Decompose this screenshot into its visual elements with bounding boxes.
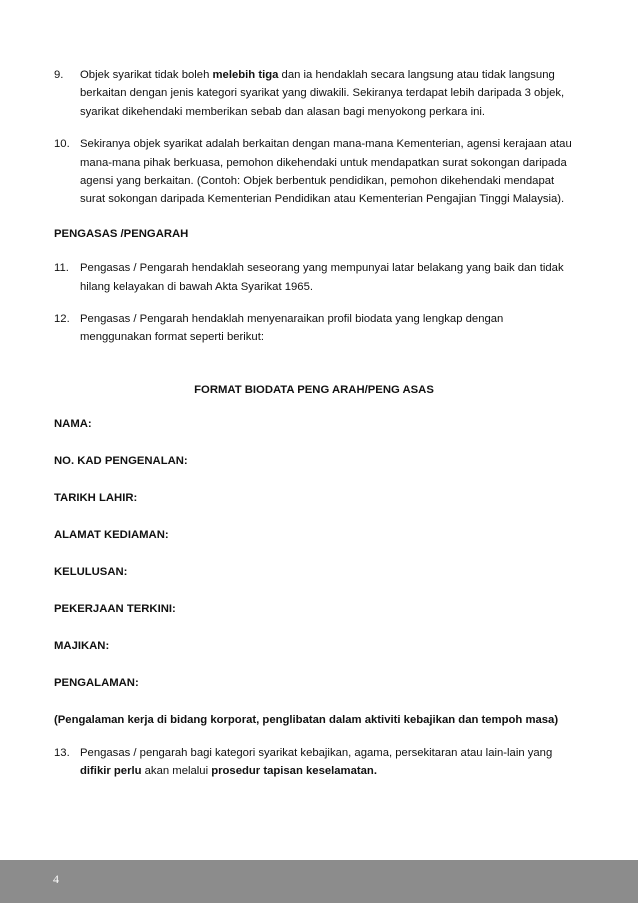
item-number: 12.	[54, 313, 70, 326]
field-kad-pengenalan: NO. KAD PENGENALAN:	[54, 455, 188, 468]
list-item-12	[54, 310, 574, 347]
field-alamat-kediaman: ALAMAT KEDIAMAN:	[54, 529, 169, 542]
item-text-bold: difikir perlu	[80, 765, 142, 778]
item-text-bold: melebih tiga	[212, 69, 279, 81]
page-footer-bar	[0, 860, 638, 903]
field-majikan: MAJIKAN:	[54, 640, 110, 653]
item-number: 13.	[54, 746, 70, 759]
item-number: 9.	[54, 69, 64, 81]
list-item-11	[54, 259, 574, 296]
field-kelulusan: KELULUSAN:	[54, 566, 128, 579]
field-tarikh-lahir: TARIKH LAHIR:	[54, 492, 138, 505]
item-text: akan melalui	[141, 765, 212, 778]
field-pengalaman: PENGALAMAN:	[54, 677, 139, 690]
experience-note: (Pengalaman kerja di bidang korporat, penglibatan dalam aktiviti kebajikan dan tempoh masa)	[54, 714, 559, 727]
item-text: Pengasas / Pengarah hendaklah seseorang yang mempunyai latar belakang yang baik dan tidak hilang kelayakan di bawah Akta Syarikat 1965.	[80, 262, 564, 293]
format-title: FORMAT BIODATA PENG ARAH/PENG ASAS	[194, 383, 434, 396]
item-text: Pengasas / Pengarah hendaklah menyenaraikan profil biodata yang lengkap dengan menggunakan format seperti berikut:	[80, 313, 504, 344]
field-nama: NAMA:	[54, 418, 92, 431]
item-number: 11.	[54, 262, 69, 275]
item-number: 10.	[54, 138, 70, 151]
item-text-bold: prosedur tapisan keselamatan.	[211, 765, 377, 778]
item-text: Pengasas / pengarah bagi kategori syarikat kebajikan, agama, persekitaran atau lain-lain yang	[80, 746, 553, 759]
page-number: 4	[53, 872, 59, 886]
list-item-9	[54, 66, 574, 121]
list-item-13	[54, 744, 574, 781]
section-heading: PENGASAS /PENGARAH	[54, 227, 189, 240]
item-text: Objek syarikat tidak boleh	[80, 69, 213, 81]
field-pekerjaan-terkini: PEKERJAAN TERKINI:	[54, 603, 176, 616]
document-content	[54, 66, 574, 781]
list-item-10	[54, 135, 574, 209]
item-text: dan ia hendaklah secara langsung atau tidak langsung berkaitan dengan jenis kategori syarikat yang diwakili. Sekiranya terdapat lebih daripada 3 objek, syarikat dikehendaki memberikan sebab dan alasan bagi menyokong perkara ini.	[80, 69, 565, 118]
item-text: Sekiranya objek syarikat adalah berkaitan dengan mana-mana Kementerian, agensi kerajaan atau mana-mana pihak berkuasa, pemohon dikehendaki untuk mendapatkan surat sokongan daripada agensi yang berkaitan. (Contoh: Objek berbentuk pendidikan, pemohon dikehendaki mendapat surat sokongan daripada Kementerian Pendidikan atau Kementerian Pengajian Tinggi Malaysia).	[80, 138, 572, 206]
